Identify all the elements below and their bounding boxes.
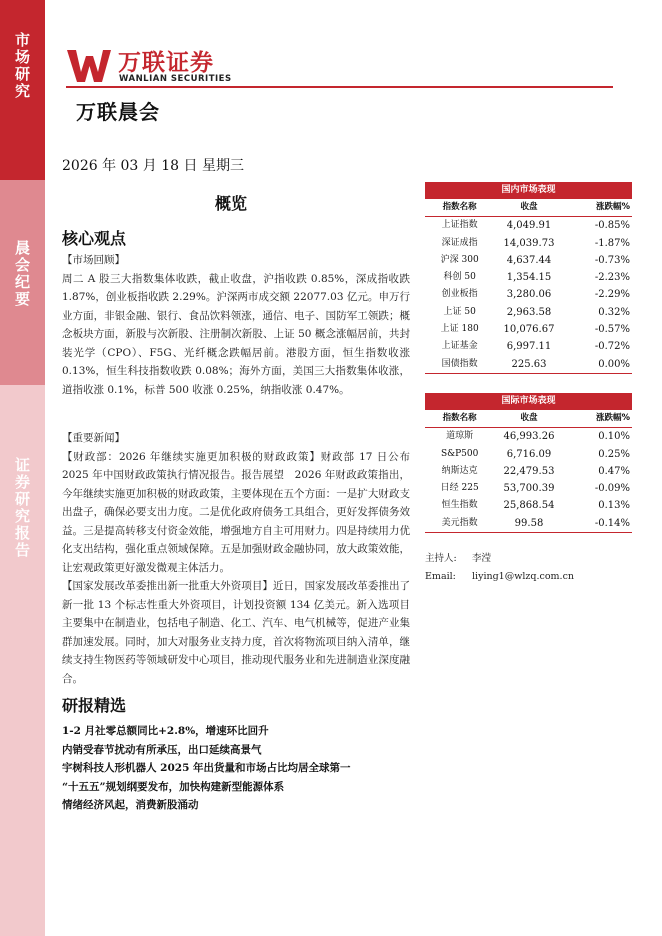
table-row bbox=[425, 304, 632, 321]
host-name: 李滢 bbox=[472, 553, 492, 564]
close-value: 53,700.39 bbox=[503, 483, 555, 495]
close-value: 10,076.67 bbox=[503, 324, 555, 336]
wanlian-logo-icon bbox=[66, 46, 112, 84]
index-name: 科创 50 bbox=[443, 272, 476, 283]
table-row bbox=[425, 428, 632, 445]
table-row bbox=[425, 463, 632, 480]
change-pct: -2.23% bbox=[594, 272, 631, 284]
international-market-table bbox=[425, 393, 632, 533]
close-value: 225.63 bbox=[511, 358, 547, 370]
table-bottom-rule bbox=[425, 373, 632, 374]
close-value: 4,049.91 bbox=[506, 220, 552, 232]
domestic-market-table bbox=[425, 182, 632, 374]
email-label: Email: bbox=[425, 571, 456, 582]
index-name: 创业板指 bbox=[441, 289, 478, 300]
index-name: 沪深 300 bbox=[440, 254, 479, 265]
overview-title: 概览 bbox=[215, 194, 248, 213]
index-name: 恒生指数 bbox=[441, 500, 478, 511]
index-name: 上证 50 bbox=[443, 306, 476, 317]
table-row bbox=[425, 446, 632, 463]
table-row bbox=[425, 480, 632, 497]
sidebar bbox=[0, 0, 45, 936]
publication-title: 万联晨会 bbox=[76, 100, 160, 124]
change-pct: -1.87% bbox=[594, 237, 631, 249]
column-header: 涨跌幅% bbox=[595, 413, 631, 423]
change-pct: 0.13% bbox=[598, 500, 631, 512]
change-pct: -0.14% bbox=[594, 517, 631, 529]
news-item: 【国家发展改革委推出新一批重大外资项目】近日，国家发展改革委推出了新一批 13 个标志性重大外资项目，计划投资额 134 亿美元。新入选项目主要集中在制造业，包括电子制造、化工、汽车、电气机械等，促进产业集群加速发展。同时，加大对服务业支持力度，首次将物流项目纳入清单，继续支持生物医药等领域研发中心项目，推动现代服务业和先进制造业深度融合。 bbox=[62, 580, 410, 685]
company-logo bbox=[66, 44, 266, 90]
change-pct: -0.85% bbox=[594, 220, 631, 232]
author-info bbox=[425, 550, 632, 586]
research-picks-list bbox=[62, 722, 422, 815]
change-pct: -0.09% bbox=[594, 483, 631, 495]
table-row bbox=[425, 515, 632, 532]
index-name: S&P500 bbox=[440, 448, 479, 459]
index-name: 上证 180 bbox=[440, 324, 479, 335]
research-pick-link[interactable]: 内销受春节扰动有所承压，出口延续高景气 bbox=[62, 743, 262, 756]
close-value: 4,637.44 bbox=[506, 254, 552, 266]
table-row bbox=[425, 235, 632, 252]
research-pick-link[interactable]: 1-2 月社零总额同比+2.8%，增速环比回升 bbox=[62, 725, 269, 737]
close-value: 1,354.15 bbox=[506, 272, 552, 284]
market-review-tag: 【市场回顾】 bbox=[62, 254, 125, 266]
research-pick-link[interactable]: 宇树科技人形机器人 2025 年出货量和市场占比均居全球第一 bbox=[62, 762, 351, 774]
change-pct: 0.00% bbox=[598, 358, 631, 370]
table-row bbox=[425, 217, 632, 234]
index-name: 道琼斯 bbox=[446, 431, 474, 442]
column-header: 涨跌幅% bbox=[595, 202, 631, 212]
index-name: 纳斯达克 bbox=[441, 465, 478, 476]
table-row bbox=[425, 252, 632, 269]
change-pct: 0.25% bbox=[598, 448, 631, 460]
sidebar-label: 市场研究 bbox=[13, 32, 31, 100]
table-row bbox=[425, 356, 632, 373]
brand-name-cn: 万联证券 bbox=[118, 50, 214, 76]
research-pick-link[interactable]: 情绪经济风起，消费新股涌动 bbox=[62, 799, 199, 811]
change-pct: -0.73% bbox=[594, 254, 631, 266]
index-name: 深证成指 bbox=[441, 237, 478, 248]
market-review-section bbox=[62, 251, 410, 399]
brand-name-en: WANLIAN SECURITIES bbox=[119, 74, 232, 84]
table-row bbox=[425, 286, 632, 303]
header-divider bbox=[66, 86, 613, 88]
host-line bbox=[425, 550, 632, 568]
close-value: 2,963.58 bbox=[506, 306, 552, 318]
host-label: 主持人: bbox=[425, 553, 457, 564]
report-date: 2026 年 03 月 18 日 星期三 bbox=[62, 158, 244, 174]
news-section bbox=[62, 429, 410, 688]
close-value: 22,479.53 bbox=[503, 465, 555, 477]
change-pct: 0.32% bbox=[598, 306, 631, 318]
index-name: 上证指数 bbox=[441, 220, 478, 231]
table-title: 国内市场表现 bbox=[425, 182, 632, 199]
table-row bbox=[425, 497, 632, 514]
research-pick-link[interactable]: “十五五”规划纲要发布，加快构建新型能源体系 bbox=[62, 780, 285, 793]
sidebar-label: 证券研究报告 bbox=[13, 457, 31, 559]
index-name: 日经 225 bbox=[440, 483, 479, 494]
change-pct: 0.10% bbox=[598, 431, 631, 443]
change-pct: -2.29% bbox=[594, 289, 631, 301]
table-bottom-rule bbox=[425, 532, 632, 533]
research-picks-heading: 研报精选 bbox=[62, 696, 127, 715]
index-name: 国债指数 bbox=[441, 358, 478, 369]
change-pct: 0.47% bbox=[598, 465, 631, 477]
email-line bbox=[425, 568, 632, 586]
close-value: 14,039.73 bbox=[503, 237, 555, 249]
core-views-heading: 核心观点 bbox=[62, 229, 127, 248]
table-row bbox=[425, 269, 632, 286]
email-link[interactable]: liying1@wlzq.com.cn bbox=[472, 571, 575, 582]
table-header-row bbox=[425, 410, 632, 428]
close-value: 6,997.11 bbox=[506, 341, 552, 353]
column-header: 指数名称 bbox=[442, 413, 477, 423]
sidebar-section-market-research bbox=[0, 0, 45, 180]
index-name: 美元指数 bbox=[441, 517, 478, 528]
table-row bbox=[425, 338, 632, 355]
column-header: 收盘 bbox=[520, 202, 538, 212]
column-header: 收盘 bbox=[520, 413, 538, 423]
close-value: 99.58 bbox=[514, 517, 544, 529]
sidebar-label: 晨会纪要 bbox=[13, 240, 31, 308]
table-header-row bbox=[425, 199, 632, 217]
change-pct: -0.57% bbox=[594, 324, 631, 336]
table-row bbox=[425, 321, 632, 338]
market-review-text: 周二 A 股三大指数集体收跌，截止收盘，沪指收跌 0.85%，深成指收跌 1.87%，创业板指收跌 2.29%。沪深两市成交额 22077.03 亿元。申万行业方面，非银金融、银行、食品饮料领涨，通信、电子、国防军工领跌；概念板块方面，新股与次新股、注册制次新股、上证 50 概念涨幅居前，共封装光学（CPO）、F5G、光纤概念跌幅居前。港股方面，恒生指数收涨 0.13%，恒生科技指数收跌 0.08%；海外方面，美国三大指数集体收涨，道指收涨 0.1%，标普 500 收涨 0.25%，纳指收涨 0.47%。 bbox=[62, 272, 410, 396]
close-value: 25,868.54 bbox=[503, 500, 555, 512]
sidebar-section-morning-notes bbox=[0, 180, 45, 385]
news-tag: 【重要新闻】 bbox=[62, 432, 125, 444]
column-header: 指数名称 bbox=[442, 202, 477, 212]
table-title: 国际市场表现 bbox=[425, 393, 632, 410]
close-value: 3,280.06 bbox=[506, 289, 552, 301]
change-pct: -0.72% bbox=[594, 341, 631, 353]
sidebar-section-research-report bbox=[0, 385, 45, 936]
close-value: 6,716.09 bbox=[506, 448, 552, 460]
close-value: 46,993.26 bbox=[503, 431, 555, 443]
news-item: 【财政部：2026 年继续实施更加积极的财政政策】财政部 17 日公布 2025 年中国财政政策执行情况报告。报告展望 2026 年财政政策指出，今年继续实施更加积极的财政政策，主要体现在五个方面：一是扩大财政支出盘子，确保必要支出力度。二是优化政府债务工具组合，更好发挥债务效益。三是提高转移支付资金效能，增强地方自主可用财力。四是持续用力优化支出结构，强化重点领域保障。五是加强财政金融协同，放大政策效能，让宏观政策更好激发微观主体活力。 bbox=[62, 450, 410, 574]
index-name: 上证基金 bbox=[441, 341, 478, 352]
